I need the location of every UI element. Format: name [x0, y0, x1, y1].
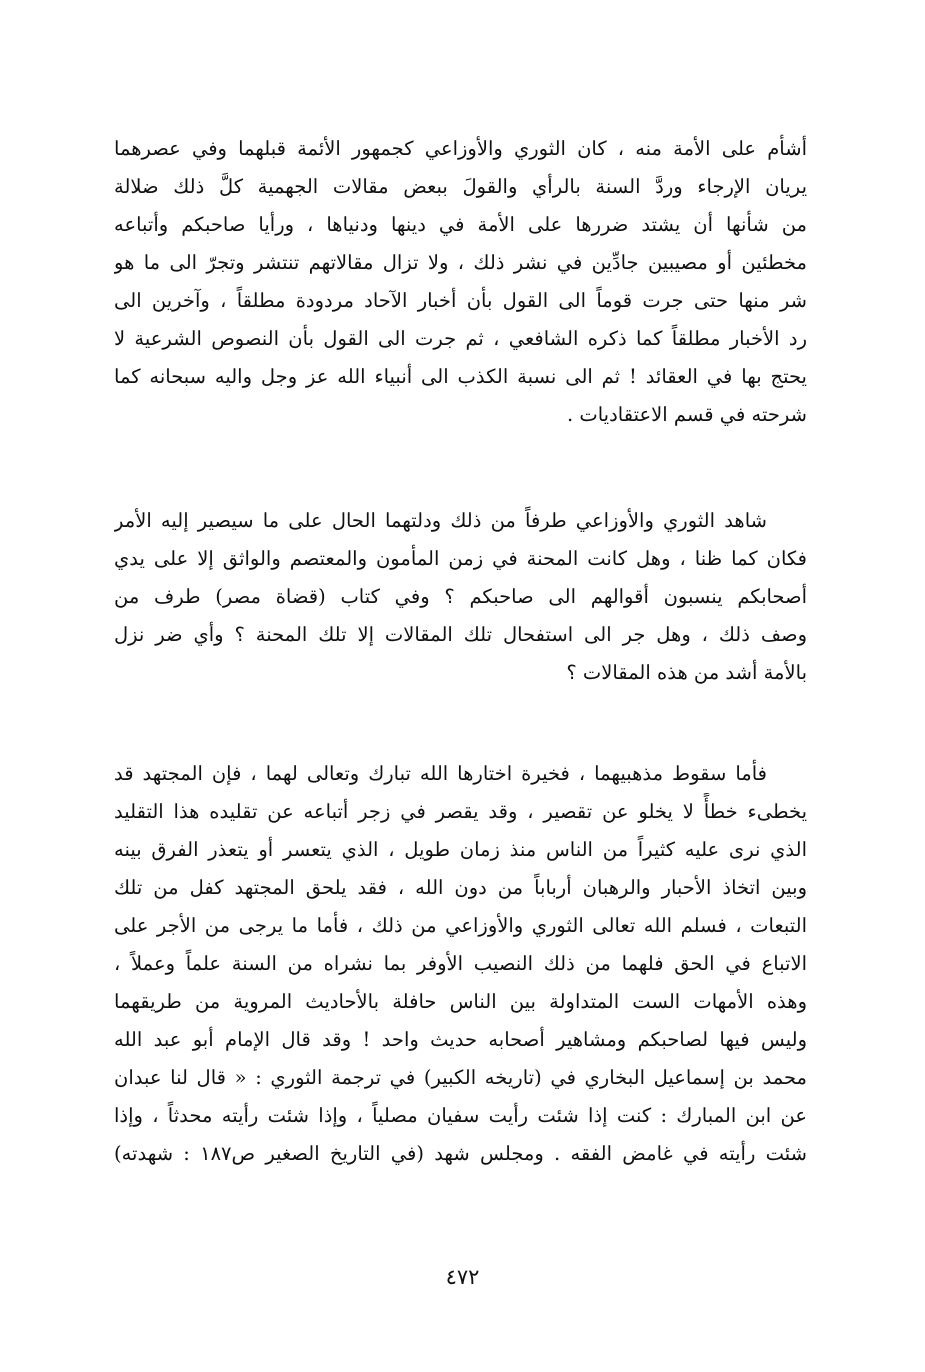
text-line: يحتج بها في العقائد ! ثم الى نسبة الكذب الى أنبياء الله عز وجل واليه سبحانه كما [114, 365, 807, 388]
text-line: عن ابن المبارك : كنت إذا شئت رأيت سفيان مصلياً ، وإذا شئت رأيته محدثاً ، وإذا [114, 1104, 807, 1127]
text-line: شاهد الثوري والأوزاعي طرفاً من ذلك ودلتهما الحال على ما سيصير إليه الأمر [114, 509, 767, 532]
text-line: التبعات ، فسلم الله تعالى الثوري والأوزاعي من ذلك ، فأما ما يرجى من الأجر على [114, 914, 807, 937]
text-line: شئت رأيته في غامض الفقه . ومجلس شهد (في التاريخ الصغير ص١٨٧ : شهدته) [114, 1142, 807, 1165]
text-line: شر منها حتى جرت قوماً الى القول بأن أخبار الآحاد مردودة مطلقاً ، وآخرين الى [114, 289, 807, 312]
text-line: محمد بن إسماعيل البخاري في (تاريخه الكبير) في ترجمة الثوري : « قال لنا عبدان [114, 1066, 807, 1089]
text-line: وهذه الأمهات الست المتداولة بين الناس حافلة بالأحاديث المروية من طريقهما [114, 990, 807, 1013]
text-line: شرحته في قسم الاعتقاديات . [566, 403, 807, 426]
text-line: مخطئين أو مصيبين جادِّين في نشر ذلك ، ولا تزال مقالاتهم تنتشر وتجرّ الى ما هو [114, 251, 807, 274]
text-line: يخطىء خطأً لا يخلو عن تقصير ، وقد يقصر في زجر أتباعه عن تقليده هذا التقليد [114, 800, 807, 823]
text-line: من شأنها أن يشتد ضررها على الأمة في دينها ودنياها ، ورأيا صاحبكم وأتباعه [114, 213, 807, 236]
text-line: فكان كما ظنا ، وهل كانت المحنة في زمن المأمون والمعتصم والواثق إلا على يدي [114, 547, 807, 570]
text-line: أصحابكم ينسبون أقوالهم الى صاحبكم ؟ وفي كتاب (قضاة مصر) طرف من [114, 585, 807, 608]
text-line: بالأمة أشد من هذه المقالات ؟ [566, 661, 807, 684]
paragraph-1 [114, 130, 807, 434]
text-line: الذي نرى عليه كثيراً من الناس منذ زمان طويل ، الذي يتعسر أو يتعذر الفرق بينه [114, 838, 807, 861]
page-number: ٤٧٢ [445, 1265, 480, 1289]
text-line: يريان الإرجاء وردَّ السنة بالرأي والقولَ ببعض مقالات الجهمية كلَّ ذلك ضلالة [114, 175, 807, 198]
text-line: رد الأخبار مطلقاً كما ذكره الشافعي ، ثم جرت الى القول بأن النصوص الشرعية لا [114, 327, 807, 350]
text-line: وبين اتخاذ الأحبار والرهبان أرباباً من دون الله ، فقد يلحق المجتهد كفل من تلك [114, 876, 807, 899]
text-line: أشأم على الأمة منه ، كان الثوري والأوزاعي كجمهور الأئمة قبلهما وفي عصرهما [114, 137, 807, 160]
paragraph-3 [114, 755, 807, 1173]
text-line: وليس فيها لصاحبكم ومشاهير أصحابه حديث واحد ! وقد قال الإمام أبو عبد الله [114, 1028, 807, 1051]
text-line: فأما سقوط مذهبيهما ، فخيرة اختارها الله تبارك وتعالى لهما ، فإن المجتهد قد [114, 762, 767, 785]
paragraph-2 [114, 502, 807, 692]
text-line: وصف ذلك ، وهل جر الى استفحال تلك المقالات إلا تلك المحنة ؟ وأي ضر نزل [114, 623, 807, 646]
text-line: الاتباع في الحق فلهما من ذلك النصيب الأوفر بما نشراه من السنة علماً وعملاً ، [114, 952, 807, 975]
